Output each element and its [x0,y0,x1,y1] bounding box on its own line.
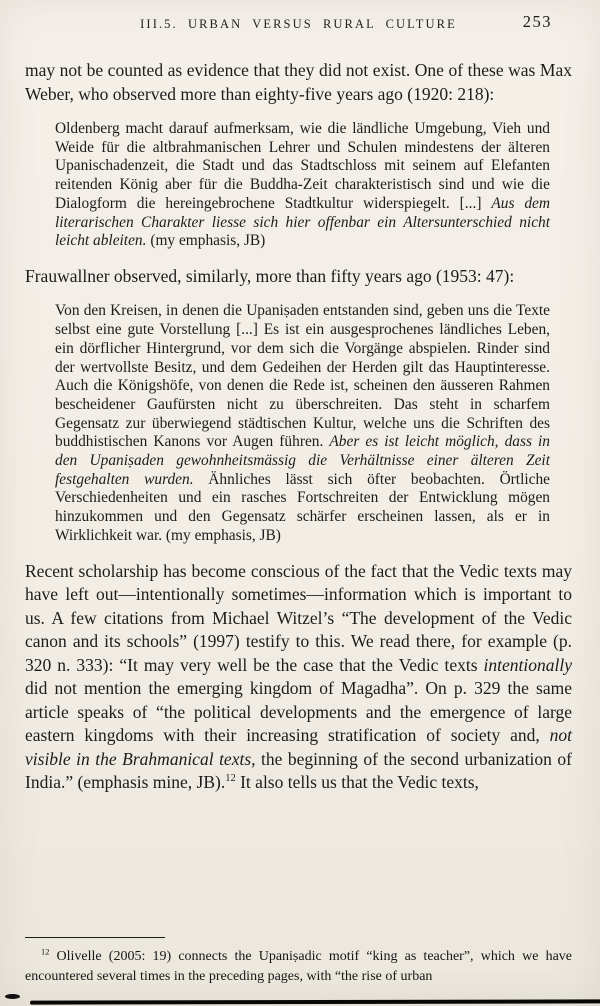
italic-text-run: Aus dem literarischen Charakter liesse sich hier offenbar ein Altersunterschied nicht leicht ableiten. [55,194,551,250]
page-number: 253 [522,12,552,31]
blockquote-weber-german [55,120,550,251]
footnote-12 [25,947,572,986]
running-head: III.5. URBAN VERSUS RURAL CULTURE [140,17,457,31]
text-run: Von den Kreisen, in denen die Upaniṣaden entstanden sind, geben uns die Texte selbst eine gute Vorstellung [...] Es ist ein ausgesprochenes ländliches Leben, ein dörflicher Hintergrund, vor dem sich die Vorgänge abspielen. Rinder sind der wertvollste Besitz, und dem Gedeihen der Herden gilt das Hauptinteresse. Auch die Königshöfe, von denen die Rede ist, scheinen den äusseren Rahmen bescheidener Gaufürsten nicht zu überschreiten. Das steht in scharfem Gegensatz zur überwiegend städtischen Kultur, welche uns die Schriften des buddhistischen Kanons vor Augen führen. [55,302,550,451]
paragraph-frauwallner-intro [25,265,572,289]
text-run: did not mention the emerging kingdom of Magadha”. On p. 329 the same article speaks of “the political developments and the emergence of large eastern kingdoms with their increasing stratification of society and, [25,678,572,746]
text-run: It also tells us that the Vedic texts, [235,772,479,793]
blockquote-frauwallner-german [55,302,550,545]
paragraph-weber-intro [25,59,572,106]
footnote-separator-rule [25,937,165,939]
footnote-area [25,937,572,1006]
text-run: Olivelle (2005: 19) connects the Upaniṣadic motif “king as teacher”, which we have encountered several times in the preceding pages, with “the rise of urban [25,949,572,984]
italic-text-run: not visible in the Brahmanical texts, [25,725,572,769]
text-run: Ähnliches lässt sich öfter beobachten. Örtliche Verschiedenheiten und ein rasches Fortschreiten der Entwicklung mögen hinzukommen und den Gegensatz schärfer erscheinen lassen, als er in Wirklichkeit war. (my emphasis, JB) [55,470,550,544]
page-header [25,12,572,35]
paragraph-recent-scholarship [25,560,572,795]
text-run: Oldenberg macht darauf aufmerksam, wie die ländliche Umgebung, Vieh und Weide für die altbrahmanischen Lehrer und Schulen mindestens der älteren Upanischadenzeit, die Stadt und das Stadtschloss mit seinem auf Elefanten reitenden König aber für die Buddha-Zeit charakteristisch sind und wie die Dialogform die hereingebrochene Stadtkultur widerspiegelt. [...] [55,120,550,212]
text-run: the beginning of the second urbanization of India.” (emphasis mine, JB). [25,748,573,793]
italic-text-run: Aber es ist leicht möglich, dass in den Upaniṣaden gewohnheitsmässig die Verhältnisse einer älteren Zeit festgehalten wurden. [55,433,551,488]
scan-corner-artifact [5,994,20,999]
footnote-reference: 12 [225,773,236,785]
text-run: Recent scholarship has become conscious of the fact that the Vedic texts may have left out—intentionally sometimes—information which is important to us. A few citations from Michael Witzel’s “The development of the Vedic canon and its schools” (1997) testify to this. We read there, for example (p. 320 n. 333): “It may very well be the case that the Vedic texts [25,560,572,675]
footnote-reference: 12 [41,947,50,957]
text-run: may not be counted as evidence that they did not exist. One of these was Max Weber, who observed more than eighty-five years ago (1920: 218): [25,60,572,104]
italic-text-run: intentionally [483,654,572,675]
text-run: Frauwallner observed, similarly, more than fifty years ago (1953: 47): [25,265,515,286]
text-run: (my emphasis, JB) [146,232,266,250]
